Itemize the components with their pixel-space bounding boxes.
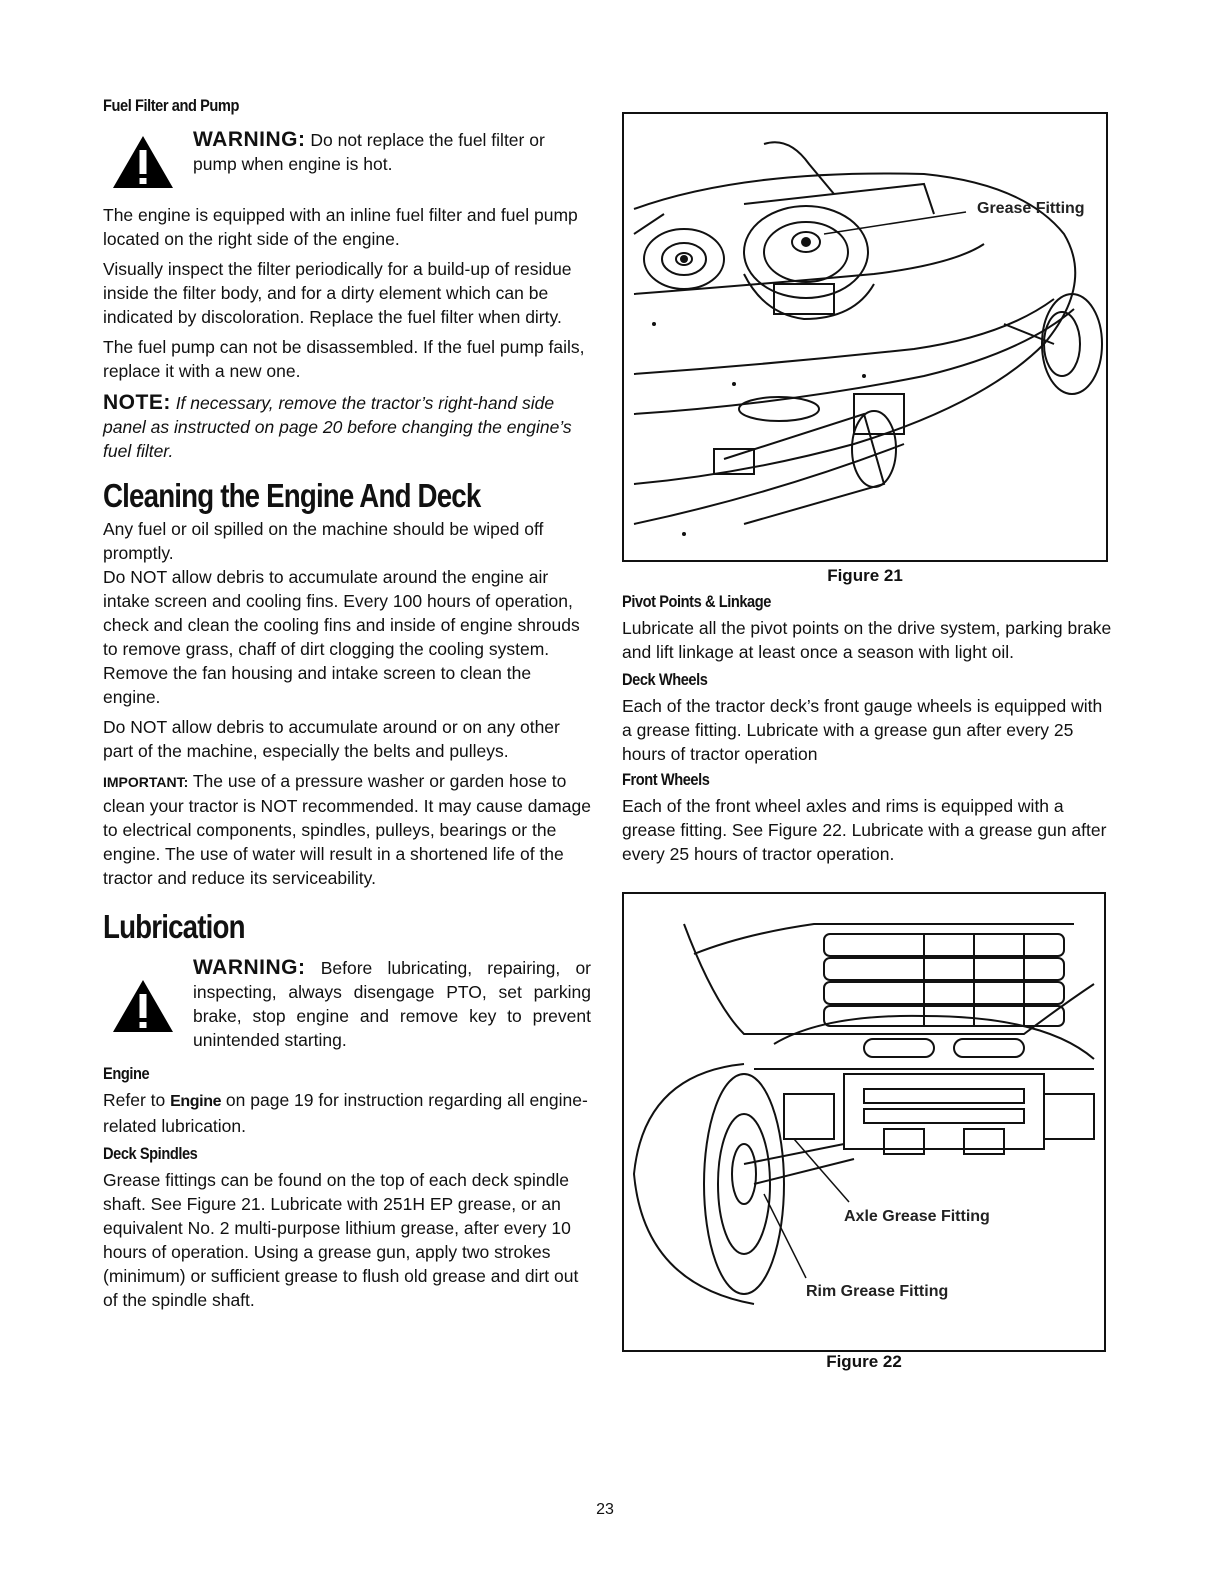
fuel-filter-heading: Fuel Filter and Pump [103, 96, 239, 115]
warning-text: Before lubricating, repairing, or inspecting, always disengage PTO, set parking brake, stop engine and remove key to prevent unintended starting. [193, 958, 591, 1050]
cleaning-paragraph-2: Do NOT allow debris to accumulate around the engine air intake screen and cooling fins. Every 100 hours of operation, check and clean the cooling fins and inside of engine shrouds to remove grass, chaff of dirt clogging the cooling system. Remove the fan housing and intake screen to clean the engine. [103, 567, 580, 707]
fuel-filter-paragraph-3: The fuel pump can not be disassembled. If the fuel pump fails, replace it with a new one. [103, 337, 585, 381]
warning-triangle-icon [111, 134, 175, 190]
figure-22-box [622, 892, 1106, 1352]
fuel-filter-note [103, 391, 591, 463]
figure-21-box [622, 112, 1108, 562]
fuel-filter-paragraph-1: The engine is equipped with an inline fuel filter and fuel pump located on the right side of the engine. [103, 205, 578, 249]
figure-21-caption: Figure 21 [827, 566, 903, 585]
warning-text: Do not replace the fuel filter or pump when engine is hot. [193, 130, 545, 174]
warning-triangle-icon [111, 978, 175, 1034]
cleaning-heading: Cleaning the Engine And Deck [103, 477, 481, 514]
lubrication-heading: Lubrication [103, 908, 245, 945]
important-label: IMPORTANT: [103, 774, 189, 790]
lubrication-warning [103, 956, 591, 1052]
front-wheels-heading: Front Wheels [622, 770, 710, 789]
engine-paragraph [103, 1088, 591, 1138]
left-column [103, 96, 591, 1312]
engine-heading: Engine [103, 1064, 150, 1083]
page-number: 23 [596, 1501, 614, 1518]
pivot-points-paragraph: Lubricate all the pivot points on the drive system, parking brake and lift linkage at least once a season with light oil. [622, 618, 1112, 662]
rim-grease-fitting-callout: Rim Grease Fitting [806, 1283, 949, 1300]
cleaning-paragraph-1: Any fuel or oil spilled on the machine should be wiped off promptly. [103, 519, 544, 563]
warning-label: WARNING: [193, 128, 306, 151]
front-wheels-paragraph: Each of the front wheel axles and rims is equipped with a grease fitting. See Figure 22. Lubricate with a grease gun after every 25 hours of tractor operation. [622, 796, 1107, 864]
cleaning-important [103, 769, 591, 890]
right-column [622, 112, 1112, 1372]
important-text: The use of a pressure washer or garden hose to clean your tractor is NOT recommended. It may cause damage to electrical components, spindles, pulleys, bearings or the engine. The use of water will result in a shortened life of the tractor and reduce its serviceability. [103, 771, 591, 888]
deck-spindles-heading: Deck Spindles [103, 1144, 198, 1163]
deck-wheels-paragraph: Each of the tractor deck’s front gauge wheels is equipped with a grease fitting. Lubricate with a grease gun after every 25 hours of tractor operation [622, 696, 1103, 764]
engine-reference: Engine [170, 1093, 222, 1110]
fuel-warning [103, 128, 591, 190]
front-wheel-illustration [624, 894, 1104, 1350]
engine-text-pre: Refer to [103, 1090, 171, 1110]
warning-label: WARNING: [193, 956, 306, 979]
mower-deck-illustration [624, 114, 1106, 560]
pivot-points-heading: Pivot Points & Linkage [622, 592, 771, 611]
figure-22-caption: Figure 22 [826, 1352, 902, 1371]
note-label: NOTE: [103, 391, 171, 414]
note-text: If necessary, remove the tractor’s right-hand side panel as instructed on page 20 before changing the engine’s fuel filter. [103, 393, 572, 461]
deck-spindles-paragraph: Grease fittings can be found on the top of each deck spindle shaft. See Figure 21. Lubricate with 251H EP grease, or an equivalent No. 2 multi-purpose lithium grease, after every 10 hours of operation. Using a grease gun, apply two strokes (minimum) or sufficient grease to flush old grease and dirt out of the spindle shaft. [103, 1170, 579, 1310]
axle-grease-fitting-callout: Axle Grease Fitting [844, 1208, 990, 1225]
grease-fitting-callout: Grease Fitting [977, 200, 1085, 217]
fuel-filter-paragraph-2: Visually inspect the filter periodically for a build-up of residue inside the filter body, and for a dirty element which can be indicated by discoloration. Replace the fuel filter when dirty. [103, 259, 572, 327]
cleaning-paragraph-3: Do NOT allow debris to accumulate around or on any other part of the machine, especially the belts and pulleys. [103, 717, 560, 761]
engine-text-post: on page 19 for instruction regarding all engine-related lubrication. [103, 1090, 588, 1136]
deck-wheels-heading: Deck Wheels [622, 670, 708, 689]
